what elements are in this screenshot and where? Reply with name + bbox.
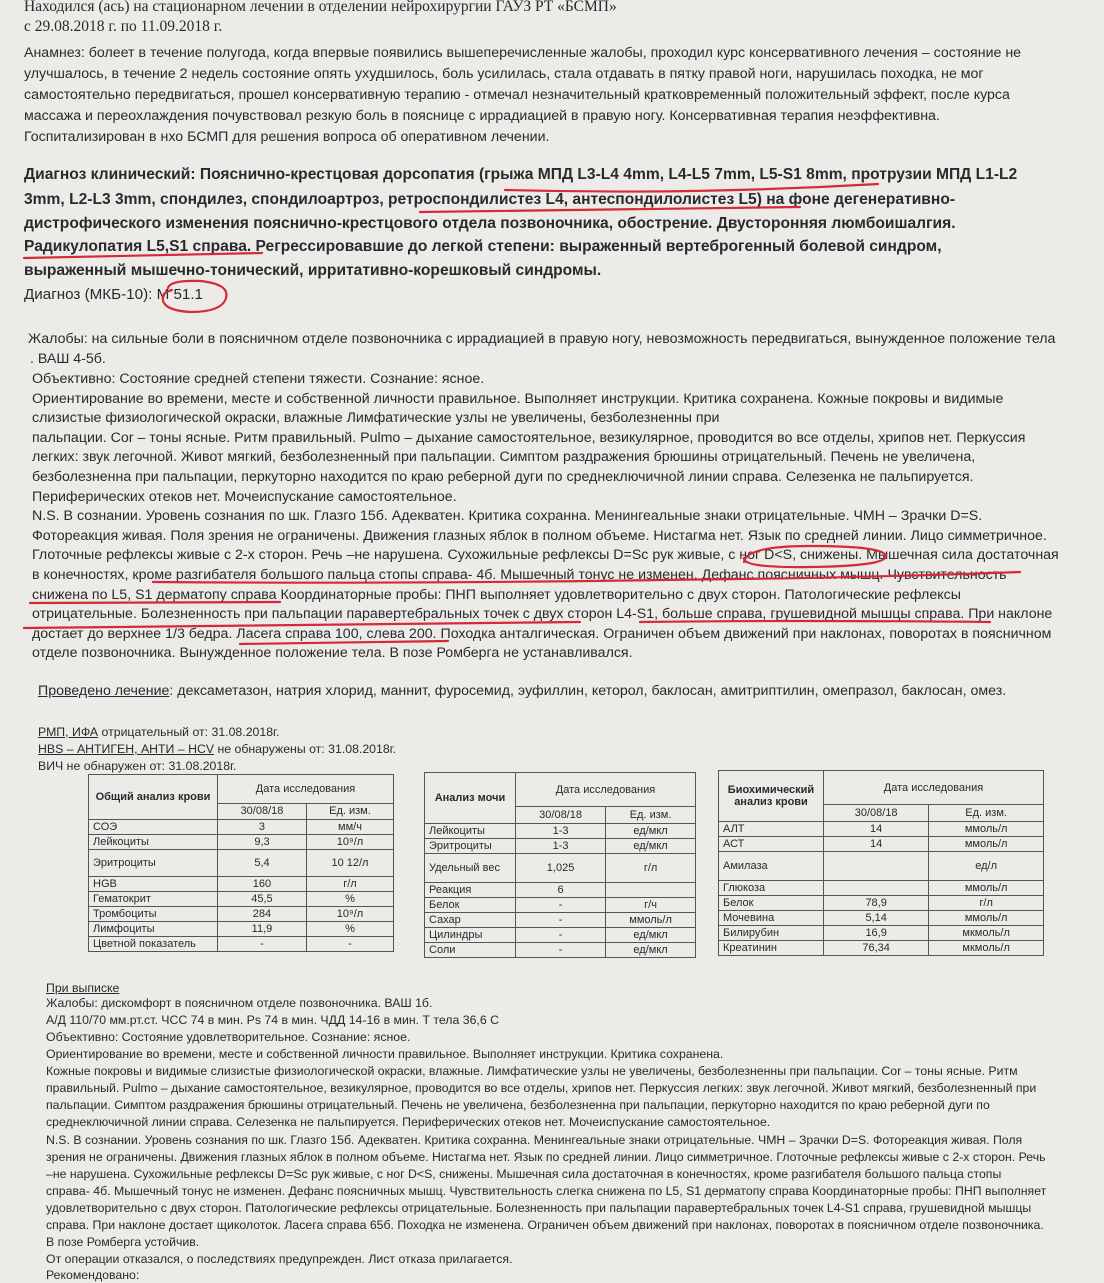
row-name: АЛТ <box>719 822 824 837</box>
row-name: Белок <box>425 898 516 913</box>
discharge-line: N.S. В сознании. Уровень сознания по шк. Глазго 15б. Адекватен. Критика сохранна. Менингеальные знаки отрицательные. ЧМН – Зрачки D=S. Фотореакция живая. Поля <box>46 1133 1023 1147</box>
discharge-line: Кожные покровы и видимые слизистые физиологической окраски, влажные. Лимфатические узлы не увеличены, безболезненны при пальпации. Cor – тоны ясные. Ритм <box>46 1064 1018 1078</box>
exam-line: Жалобы: на сильные боли в поясничном отделе позвоночника с иррадиацией в правую ногу, невозможность передвигаться, вынужденное положение тела <box>28 331 1056 347</box>
row-unit: ед/мкл <box>606 943 696 958</box>
row-name: Тромбоциты <box>89 907 218 922</box>
row-name: Удельный вес <box>425 854 516 883</box>
row-name: Билирубин <box>719 926 824 941</box>
exam-line: легких: звук легочной. Живот мягкий, безболезненный при пальпации. Симптом раздражения брюшины отрицательный. Печень не увеличена, <box>32 449 976 465</box>
row-unit: ммоль/л <box>929 822 1044 837</box>
row-unit: - <box>306 937 393 952</box>
exam-line: слизистые физиологической окраски, влажные Лимфатические узлы не увеличены, безболезненны при <box>32 410 720 426</box>
row-unit: мкмоль/л <box>929 941 1044 956</box>
table-row <box>719 837 1044 852</box>
table-row <box>719 896 1044 911</box>
row-value: 3 <box>218 820 307 835</box>
urine-unit-header: Ед. изм. <box>606 807 696 824</box>
row-name: Лейкоциты <box>425 824 516 839</box>
row-value: 1,025 <box>516 854 606 883</box>
discharge-line: справа. При наклоне достает щиколоток. Ласега справа 65б. Походка не изменена. Ограничен объем движений при наклонах, поворотах в поясничном отделе позвоночника. <box>46 1218 1044 1232</box>
row-name: Креатинин <box>719 941 824 956</box>
row-value: 11,9 <box>218 922 307 937</box>
row-name: Цилиндры <box>425 928 516 943</box>
hbs-label: HBS – АНТИГЕН, АНТИ – HCV <box>38 742 215 756</box>
table-row <box>425 943 696 958</box>
anamnesis-line: массажа и переохлаждения почувствовал резкую боль в пояснице с иррадиацией в правую ногу. Консервативная терапия неэффективна. <box>24 108 940 124</box>
row-value: 6 <box>516 883 606 898</box>
table-row <box>425 928 696 943</box>
row-name: Соли <box>425 943 516 958</box>
table-row <box>425 913 696 928</box>
row-name: Лимфоциты <box>89 922 218 937</box>
row-value <box>824 881 929 896</box>
hbs-text: не обнаружены от: 31.08.2018г. <box>214 742 397 756</box>
discharge-line: удовлетворительно с двух сторон. Патологические рефлексы отрицательные. Болезненность при пальпации паравертебральных точек L4-S1 справа, грушевидной мышцы <box>46 1201 1032 1215</box>
table-row <box>89 907 394 922</box>
biochem-date: 30/08/18 <box>824 805 929 822</box>
row-name: Реакция <box>425 883 516 898</box>
row-name: Цветной показатель <box>89 937 218 952</box>
treatment-label: Проведено лечение <box>38 683 170 699</box>
row-value: 1-3 <box>516 839 606 854</box>
exam-line: . ВАШ 4-5б. <box>30 351 106 367</box>
row-value: 1-3 <box>516 824 606 839</box>
row-unit: % <box>306 922 393 937</box>
row-unit: г/ч <box>606 898 696 913</box>
table-row <box>89 877 394 892</box>
row-name: Эритроциты <box>89 850 218 877</box>
discharge-line: –не нарушена. Сухожильные рефлексы D=Sc рук живые, с ног D<S, снижены. Мышечная сила достаточная в конечностях, кроме разгибателя большого пальца стопы <box>46 1167 1002 1181</box>
discharge-line: Ориентирование во времени, месте и собственной личности правильное. Выполняет инструкции. Критика сохранена. <box>46 1047 724 1061</box>
discharge-line: зрения не ограничены. Движения глазных яблок в полном объеме. Нистагма нет. Язык по средней линии. Лицо симметричное. Глоточные рефлексы живые с 2-х сторон. Речь <box>46 1150 1046 1164</box>
diagnosis-line: Радикулопатия L5,S1 справа. Регрессировавшие до легкой степени: выраженный вертеброгенный болевой синдром, <box>24 238 942 255</box>
row-unit: мм/ч <box>306 820 393 835</box>
row-value: 45,5 <box>218 892 307 907</box>
row-value: - <box>516 898 606 913</box>
exam-line: N.S. В сознании. Уровень сознания по шк. Глазго 15б. Адекватен. Критика сохранна. Менингеальные знаки отрицательные. ЧМН – Зрачки D=S. <box>32 508 983 524</box>
exam-line: отрицательные. Болезненность при пальпации паравертебральных точек с двух сторон L4-S1, больше справа, грушевидной мышцы справа. При наклоне <box>32 606 1053 622</box>
exam-line: Периферических отеков нет. Мочеиспускание самостоятельное. <box>32 489 457 505</box>
exam-line: Ориентирование во времени, месте и собственной личности правильное. Выполняет инструкции. Критика сохранена. Кожные покровы и видимые <box>32 391 1004 407</box>
row-unit: ммоль/л <box>929 837 1044 852</box>
biochem-unit-header: Ед. изм. <box>929 805 1044 822</box>
row-name: Сахар <box>425 913 516 928</box>
anamnesis-line: самостоятельно передвигаться, прошел консервативную терапию - отмечал незначительный кратковременный положительный эффект, после курса <box>24 87 1010 103</box>
row-value: - <box>516 928 606 943</box>
table-row <box>89 892 394 907</box>
row-unit: ммоль/л <box>929 881 1044 896</box>
row-unit: ед/л <box>929 852 1044 881</box>
row-name: Мочевина <box>719 911 824 926</box>
row-value: 14 <box>824 837 929 852</box>
row-name: Амилаза <box>719 852 824 881</box>
row-unit: г/л <box>306 877 393 892</box>
icd-code: Диагноз (МКБ-10): М 51.1 <box>24 286 204 303</box>
table-row <box>425 898 696 913</box>
row-unit: г/л <box>929 896 1044 911</box>
discharge-line: правильный. Pulmo – дыхание самостоятельное, везикулярное, проводится во все отделы, хрипов нет. Перкуссия легких: звук легочной. Живот мягкий, безболезненный при <box>46 1081 1037 1095</box>
row-name: Гематокрит <box>89 892 218 907</box>
row-value: 16,9 <box>824 926 929 941</box>
table-row <box>89 820 394 835</box>
row-value: - <box>218 937 307 952</box>
table-row <box>719 926 1044 941</box>
discharge-line: пальпации. Симптом раздражения брюшины отрицательный. Печень не увеличена, безболезненна при пальпации, перкуторно находится по краю реберной дуги по <box>46 1098 990 1112</box>
exam-line: Глоточные рефлексы живые с 2-х сторон. Речь –не нарушена. Сухожильные рефлексы D=Sc рук живые, с ног D<S, снижены. Мышечная сила достаточная <box>32 547 1059 563</box>
table-row <box>425 839 696 854</box>
exam-line: Фотореакция живая. Поля зрения не ограничены. Движения глазных яблок в полном объеме. Нистагма нет. Язык по средней линии. Лицо симметричное. <box>32 528 1047 544</box>
discharge-line: Жалобы: дискомфорт в поясничном отделе позвоночника. ВАШ 1б. <box>46 996 433 1010</box>
exam-line: достает до верхнее 1/3 бедра. Ласега справа 100, слева 200. Походка анталгическая. Ограничен объем движений при наклонах, поворотах в поясничном <box>32 626 1052 642</box>
exam-line: в конечностях, кроме разгибателя большого пальца стопы справа- 4б. Мышечный тонус не изменен. Дефанс поясничных мышц. Чувствительность <box>32 567 1007 583</box>
row-name: Лейкоциты <box>89 835 218 850</box>
rmp-line <box>38 725 279 740</box>
table-row <box>425 824 696 839</box>
table-row <box>719 822 1044 837</box>
urine-date-header: Дата исследования <box>516 773 696 807</box>
rmp-label: РМП, ИФА <box>38 725 99 739</box>
anamnesis-line: Анамнез: болеет в течение полугода, когда впервые появились вышеперечисленные жалобы, проходил курс консервативного лечения – состояние не <box>24 45 1022 61</box>
discharge-line: среднеключичной линии справа. Селезенка не пальпируется. Периферических отеков нет. Мочеиспускание самостоятельное. <box>46 1115 771 1129</box>
row-unit: мкмоль/л <box>929 926 1044 941</box>
row-name: АСТ <box>719 837 824 852</box>
anamnesis-line: улучшалось, в течение 2 недель состояние опять ухудшилось, боль усилилась, стала отдавать в пятку правой ноги, нарушилась походка, не мог <box>24 66 984 82</box>
discharge-line: справа- 4б. Мышечный тонус не изменен. Дефанс поясничных мышц. Чувствительность слегка снижена по L5, S1 дерматопу справа Координаторные пробы: ПНП выполняет <box>46 1184 1047 1198</box>
row-unit <box>606 883 696 898</box>
table-row <box>719 941 1044 956</box>
anamnesis-line: Госпитализирован в нхо БСМП для решения вопроса об оперативном лечении. <box>24 129 550 145</box>
biochem-date-header: Дата исследования <box>824 771 1044 805</box>
diagnosis-line: Диагноз клинический: Пояснично-крестцовая дорсопатия (грыжа МПД L3-L4 4mm, L4-L5 7mm, L5-S1 8mm, протрузии МПД L1-L2 <box>24 166 1018 183</box>
exam-line: безболезненна при пальпации, перкуторно находится по краю реберной дуги по среднеключичной линии справа. Селезенка не пальпируется. <box>32 469 974 485</box>
urine-table-title: Анализ мочи <box>425 773 516 824</box>
hbs-line <box>38 742 396 757</box>
biochem-test-table <box>718 770 1044 956</box>
table-row <box>719 911 1044 926</box>
hiv-line: ВИЧ не обнаружен от: 31.08.2018г. <box>38 759 237 773</box>
blood-table-title: Общий анализ крови <box>89 775 218 820</box>
table-row <box>89 922 394 937</box>
table-row <box>425 883 696 898</box>
blood-test-table <box>88 774 394 952</box>
row-value: - <box>516 913 606 928</box>
row-value: 160 <box>218 877 307 892</box>
diagnosis-line: дистрофического изменения пояснично-крестцового отдела позвоночника, обострение. Двусторонняя люмбоишалгия. <box>24 215 956 232</box>
exam-line: пальпации. Cor – тоны ясные. Ритм правильный. Pulmo – дыхание самостоятельное, везикулярное, проводится во все отделы, хрипов нет. Перкуссия <box>32 430 1026 446</box>
row-name: Белок <box>719 896 824 911</box>
discharge-line: Объективно: Состояние удовлетворительное. Сознание: ясное. <box>46 1030 411 1044</box>
rmp-text: отрицательный от: 31.08.2018г. <box>98 725 280 739</box>
row-unit: ммоль/л <box>929 911 1044 926</box>
header-dates: с 29.08.2018 г. по 11.09.2018 г. <box>24 18 223 35</box>
discharge-line: А/Д 110/70 мм.рт.ст. ЧСС 74 в мин. Ps 74 в мин. ЧДД 14-16 в мин. Т тела 36,6 С <box>46 1013 499 1027</box>
discharge-line: Рекомендовано: <box>46 1268 140 1282</box>
table-row <box>89 850 394 877</box>
row-unit: 10⁹/л <box>306 907 393 922</box>
table-row <box>719 881 1044 896</box>
row-unit: ед/мкл <box>606 839 696 854</box>
treatment-text: : дексаметазон, натрия хлорид, маннит, фуросемид, эуфиллин, кеторол, баклосан, амитриптилин, омепразол, баклосан, омез. <box>169 683 1007 699</box>
row-unit: 10 12/л <box>306 850 393 877</box>
row-value: 14 <box>824 822 929 837</box>
treatment-line <box>38 682 1006 700</box>
row-unit: % <box>306 892 393 907</box>
row-value: 78,9 <box>824 896 929 911</box>
row-name: Глюкоза <box>719 881 824 896</box>
discharge-line: От операции отказался, о последствиях предупрежден. Лист отказа прилагается. <box>46 1252 513 1266</box>
urine-date: 30/08/18 <box>516 807 606 824</box>
exam-line: снижена по L5, S1 дерматопу справа Координаторные пробы: ПНП выполняет удовлетворительно с двух сторон. Патологические рефлексы <box>32 587 961 603</box>
row-unit: г/л <box>606 854 696 883</box>
urine-test-table <box>424 772 696 958</box>
row-value: 284 <box>218 907 307 922</box>
biochem-table-title: Биохимический анализ крови <box>719 771 824 822</box>
row-name: СОЭ <box>89 820 218 835</box>
table-row <box>425 854 696 883</box>
row-value: 5,14 <box>824 911 929 926</box>
row-value: 5,4 <box>218 850 307 877</box>
table-row <box>89 937 394 952</box>
diagnosis-line: выраженный мышечно-тонический, ирритативно-корешковый синдромы. <box>24 262 602 279</box>
exam-line: отделе позвоночника. Вынужденное положение тела. В позе Ромберга не устанавливался. <box>32 645 633 661</box>
discharge-line: В позе Ромберга устойчив. <box>46 1235 200 1249</box>
diagnosis-line: 3mm, L2-L3 3mm, спондилез, спондилоартроз, ретроспондилистез L4, антеспондилолистез L5) на фоне дегенеративно- <box>24 191 956 208</box>
blood-unit-header: Ед. изм. <box>306 803 393 819</box>
table-row <box>719 852 1044 881</box>
row-unit: 10⁹/л <box>306 835 393 850</box>
row-value: 9,3 <box>218 835 307 850</box>
row-value: - <box>516 943 606 958</box>
header-hospital: Находился (ась) на стационарном лечении в отделении нейрохирургии ГАУЗ РТ «БСМП» <box>24 0 617 15</box>
row-unit: ед/мкл <box>606 824 696 839</box>
blood-date-header: Дата исследования <box>218 775 394 804</box>
row-value <box>824 852 929 881</box>
exam-line: Объективно: Состояние средней степени тяжести. Сознание: ясное. <box>32 371 485 387</box>
discharge-heading: При выписке <box>46 981 120 995</box>
table-row <box>89 835 394 850</box>
row-name: Эритроциты <box>425 839 516 854</box>
row-unit: ммоль/л <box>606 913 696 928</box>
row-unit: ед/мкл <box>606 928 696 943</box>
blood-date: 30/08/18 <box>218 803 307 819</box>
row-value: 76,34 <box>824 941 929 956</box>
row-name: HGB <box>89 877 218 892</box>
